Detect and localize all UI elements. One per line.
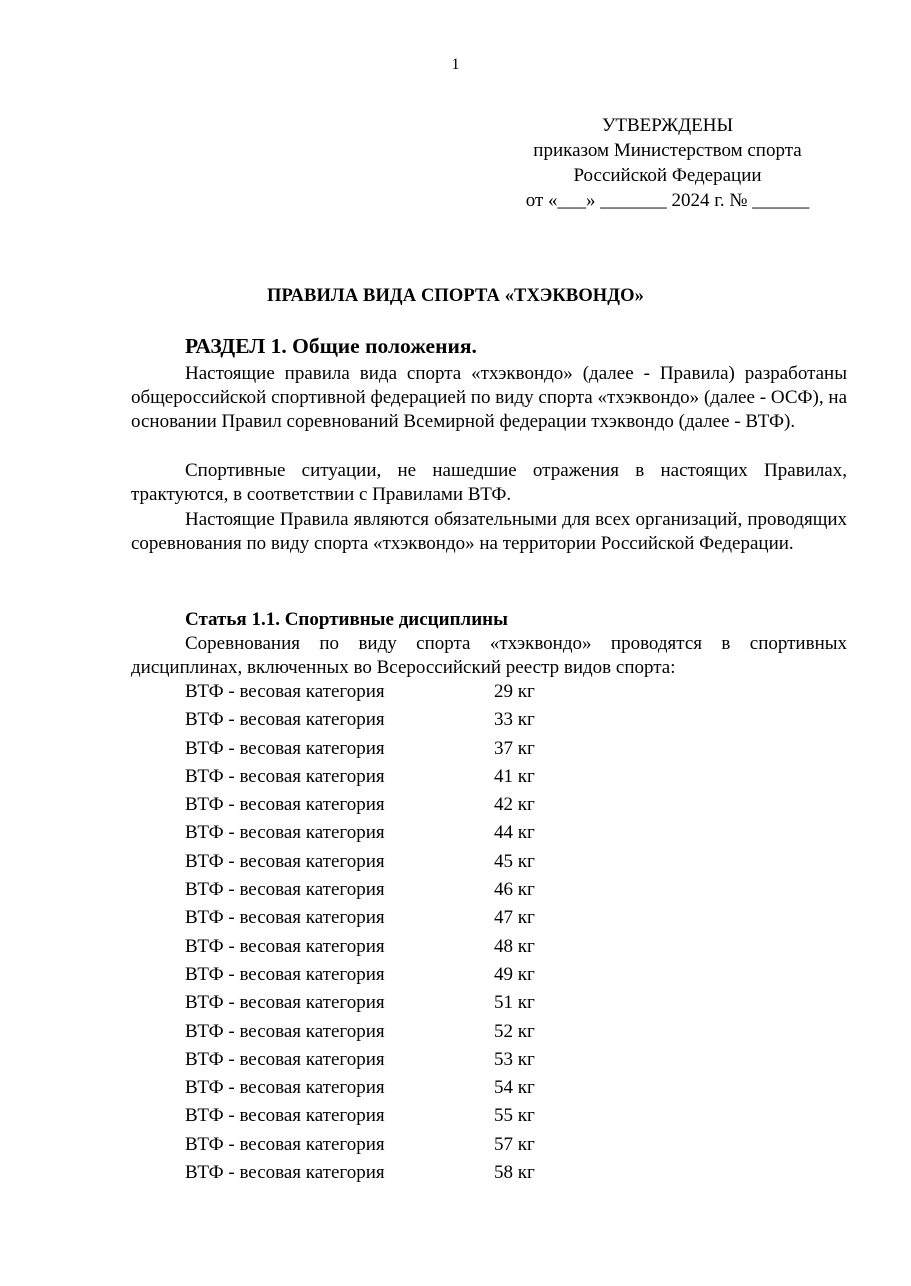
discipline-weight: 47 кг: [494, 907, 535, 929]
discipline-name: ВТФ - весовая категория: [185, 850, 385, 872]
discipline-weight: 53 кг: [494, 1048, 535, 1070]
discipline-weight: 44 кг: [494, 822, 535, 844]
discipline-name: ВТФ - весовая категория: [185, 737, 385, 759]
discipline-weight: 55 кг: [494, 1105, 535, 1127]
discipline-name: ВТФ - весовая категория: [185, 1162, 385, 1184]
discipline-name: ВТФ - весовая категория: [185, 822, 385, 844]
discipline-row: [185, 794, 585, 822]
discipline-row: [185, 879, 585, 907]
document-title: ПРАВИЛА ВИДА СПОРТА «ТХЭКВОНДО»: [267, 286, 644, 306]
discipline-row: [185, 709, 585, 737]
discipline-weight: 49 кг: [494, 963, 535, 985]
discipline-row: [185, 681, 585, 709]
article-heading: Статья 1.1. Спортивные дисциплины: [185, 609, 508, 630]
discipline-name: ВТФ - весовая категория: [185, 1133, 385, 1155]
discipline-weight: 37 кг: [494, 737, 535, 759]
discipline-row: [185, 1105, 585, 1133]
approval-line-date-number: от «___» _______ 2024 г. № ______: [525, 190, 810, 211]
discipline-name: ВТФ - весовая категория: [185, 879, 385, 901]
discipline-row: [185, 992, 585, 1020]
discipline-name: ВТФ - весовая категория: [185, 765, 385, 787]
discipline-row: [185, 1077, 585, 1105]
discipline-name: ВТФ - весовая категория: [185, 992, 385, 1014]
discipline-name: ВТФ - весовая категория: [185, 963, 385, 985]
discipline-row: [185, 1049, 585, 1077]
approval-block: [506, 113, 829, 213]
discipline-row: [185, 907, 585, 935]
discipline-row: [185, 738, 585, 766]
approval-line-order: приказом Министерством спорта: [533, 140, 802, 161]
discipline-name: ВТФ - весовая категория: [185, 681, 385, 702]
discipline-name: ВТФ - весовая категория: [185, 1020, 385, 1042]
discipline-row: [185, 1021, 585, 1049]
discipline-weight: 51 кг: [494, 992, 535, 1014]
discipline-weight: 57 кг: [494, 1133, 535, 1155]
discipline-name: ВТФ - весовая категория: [185, 907, 385, 929]
discipline-name: ВТФ - весовая категория: [185, 1105, 385, 1127]
paragraph-general-3: Настоящие Правила являются обязательными для всех организаций, проводящих соревнования по виду спорта «тхэквондо» на территории Российской Федерации.: [131, 509, 847, 555]
discipline-weight: 42 кг: [494, 794, 535, 816]
discipline-weight: 41 кг: [494, 765, 535, 787]
discipline-row: [185, 936, 585, 964]
discipline-name: ВТФ - весовая категория: [185, 935, 385, 957]
discipline-name: ВТФ - весовая категория: [185, 1077, 385, 1099]
discipline-weight: 58 кг: [494, 1162, 535, 1184]
discipline-list: [185, 681, 585, 1190]
discipline-name: ВТФ - весовая категория: [185, 1048, 385, 1070]
discipline-row: [185, 822, 585, 850]
approval-line-approved: УТВЕРЖДЕНЫ: [601, 115, 734, 136]
discipline-row: [185, 1134, 585, 1162]
discipline-weight: 33 кг: [494, 709, 535, 731]
discipline-weight: 29 кг: [494, 681, 535, 702]
discipline-weight: 52 кг: [494, 1020, 535, 1042]
page-number: 1: [451, 56, 460, 73]
discipline-row: [185, 766, 585, 794]
discipline-row: [185, 964, 585, 992]
paragraph-general-2: Спортивные ситуации, не нашедшие отражения в настоящих Правилах, трактуются, в соответствии с Правилами ВТФ.: [131, 460, 847, 506]
paragraph-general-1: Настоящие правила вида спорта «тхэквондо» (далее - Правила) разработаны общероссийской спортивной федерацией по виду спорта «тхэквондо» (далее - ОСФ), на основании Правил соревнований Всемирной федерации тхэквондо (далее - ВТФ).: [131, 363, 847, 433]
discipline-name: ВТФ - весовая категория: [185, 709, 385, 731]
discipline-weight: 45 кг: [494, 850, 535, 872]
section-heading: РАЗДЕЛ 1. Общие положения.: [185, 334, 477, 358]
discipline-name: ВТФ - весовая категория: [185, 794, 385, 816]
discipline-weight: 54 кг: [494, 1077, 535, 1099]
discipline-row: [185, 851, 585, 879]
discipline-row: [185, 1162, 585, 1190]
article-intro: Соревнования по виду спорта «тхэквондо» проводятся в спортивных дисциплинах, включенных во Всероссийский реестр видов спорта:: [131, 633, 847, 679]
discipline-weight: 48 кг: [494, 935, 535, 957]
approval-line-federation: Российской Федерации: [573, 165, 762, 186]
discipline-weight: 46 кг: [494, 879, 535, 901]
